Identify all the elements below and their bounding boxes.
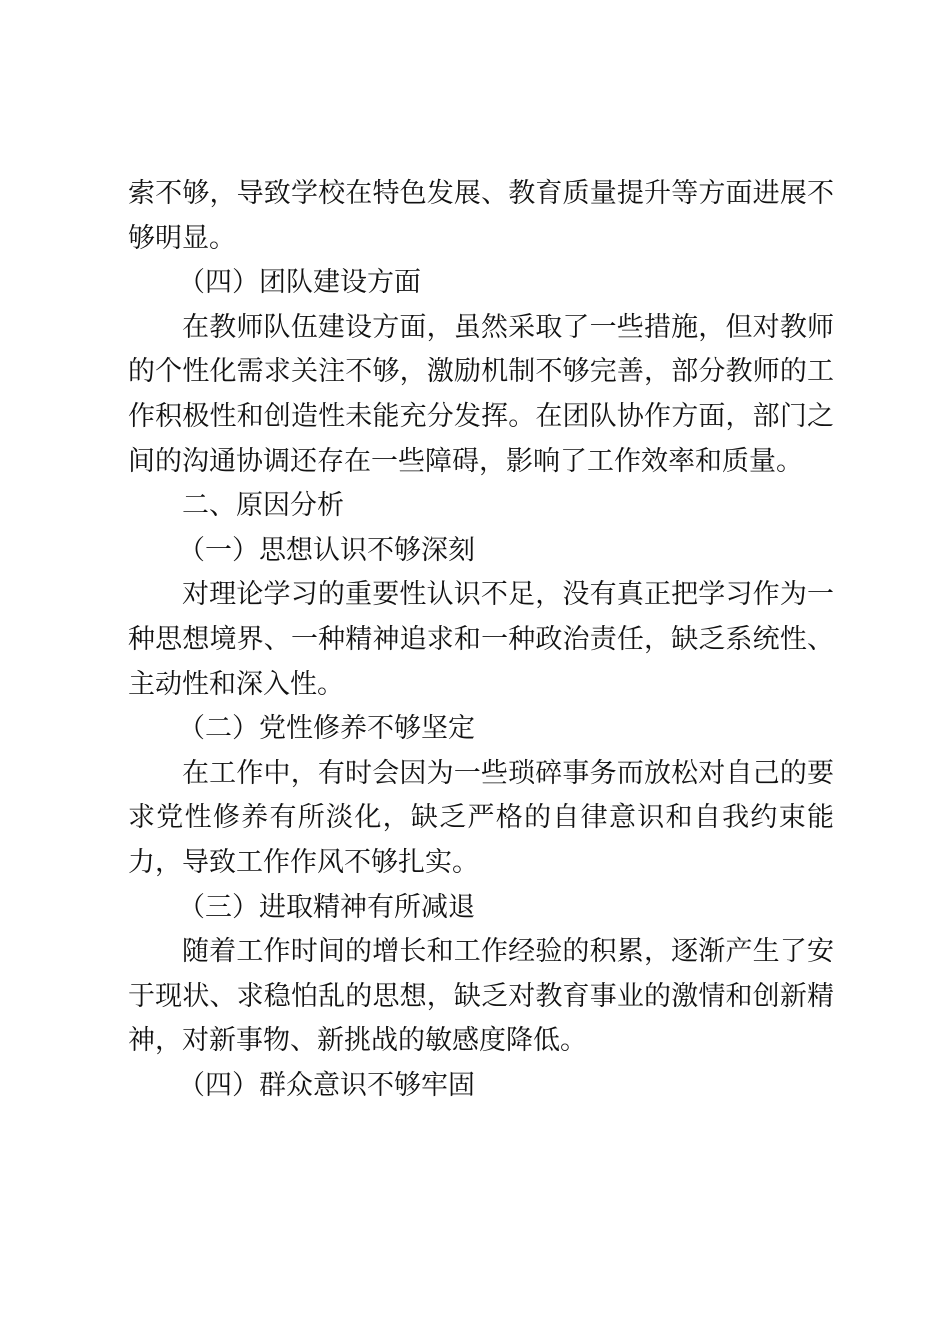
section-subheading: （二）党性修养不够坚定 [178, 713, 475, 745]
body-paragraph: 在工作中，有时会因为一些琐碎事务而放松对自己的要求党性修养有所淡化，缺乏严格的自律意识和自我约束能力，导致工作作风不够扎实。 [128, 757, 834, 878]
section-subheading: （三）进取精神有所减退 [178, 891, 475, 923]
document-body [128, 172, 834, 1108]
section-heading: 二、原因分析 [182, 490, 344, 522]
body-paragraph: 随着工作时间的增长和工作经验的积累，逐渐产生了安于现状、求稳怕乱的思想，缺乏对教育事业的激情和创新精神，对新事物、新挑战的敏感度降低。 [128, 936, 834, 1057]
section-subheading: （四）群众意识不够牢固 [178, 1069, 475, 1101]
continued-paragraph: 索不够，导致学校在特色发展、教育质量提升等方面进展不够明显。 [128, 178, 834, 254]
section-subheading: （一）思想认识不够深刻 [178, 534, 475, 566]
body-paragraph: 对理论学习的重要性认识不足，没有真正把学习作为一种思想境界、一种精神追求和一种政治责任，缺乏系统性、主动性和深入性。 [128, 579, 834, 700]
section-subheading: （四）团队建设方面 [178, 267, 421, 299]
body-paragraph: 在教师队伍建设方面，虽然采取了一些措施，但对教师的个性化需求关注不够，激励机制不够完善，部分教师的工作积极性和创造性未能充分发挥。在团队协作方面，部门之间的沟通协调还存在一些障碍，影响了工作效率和质量。 [128, 311, 834, 477]
